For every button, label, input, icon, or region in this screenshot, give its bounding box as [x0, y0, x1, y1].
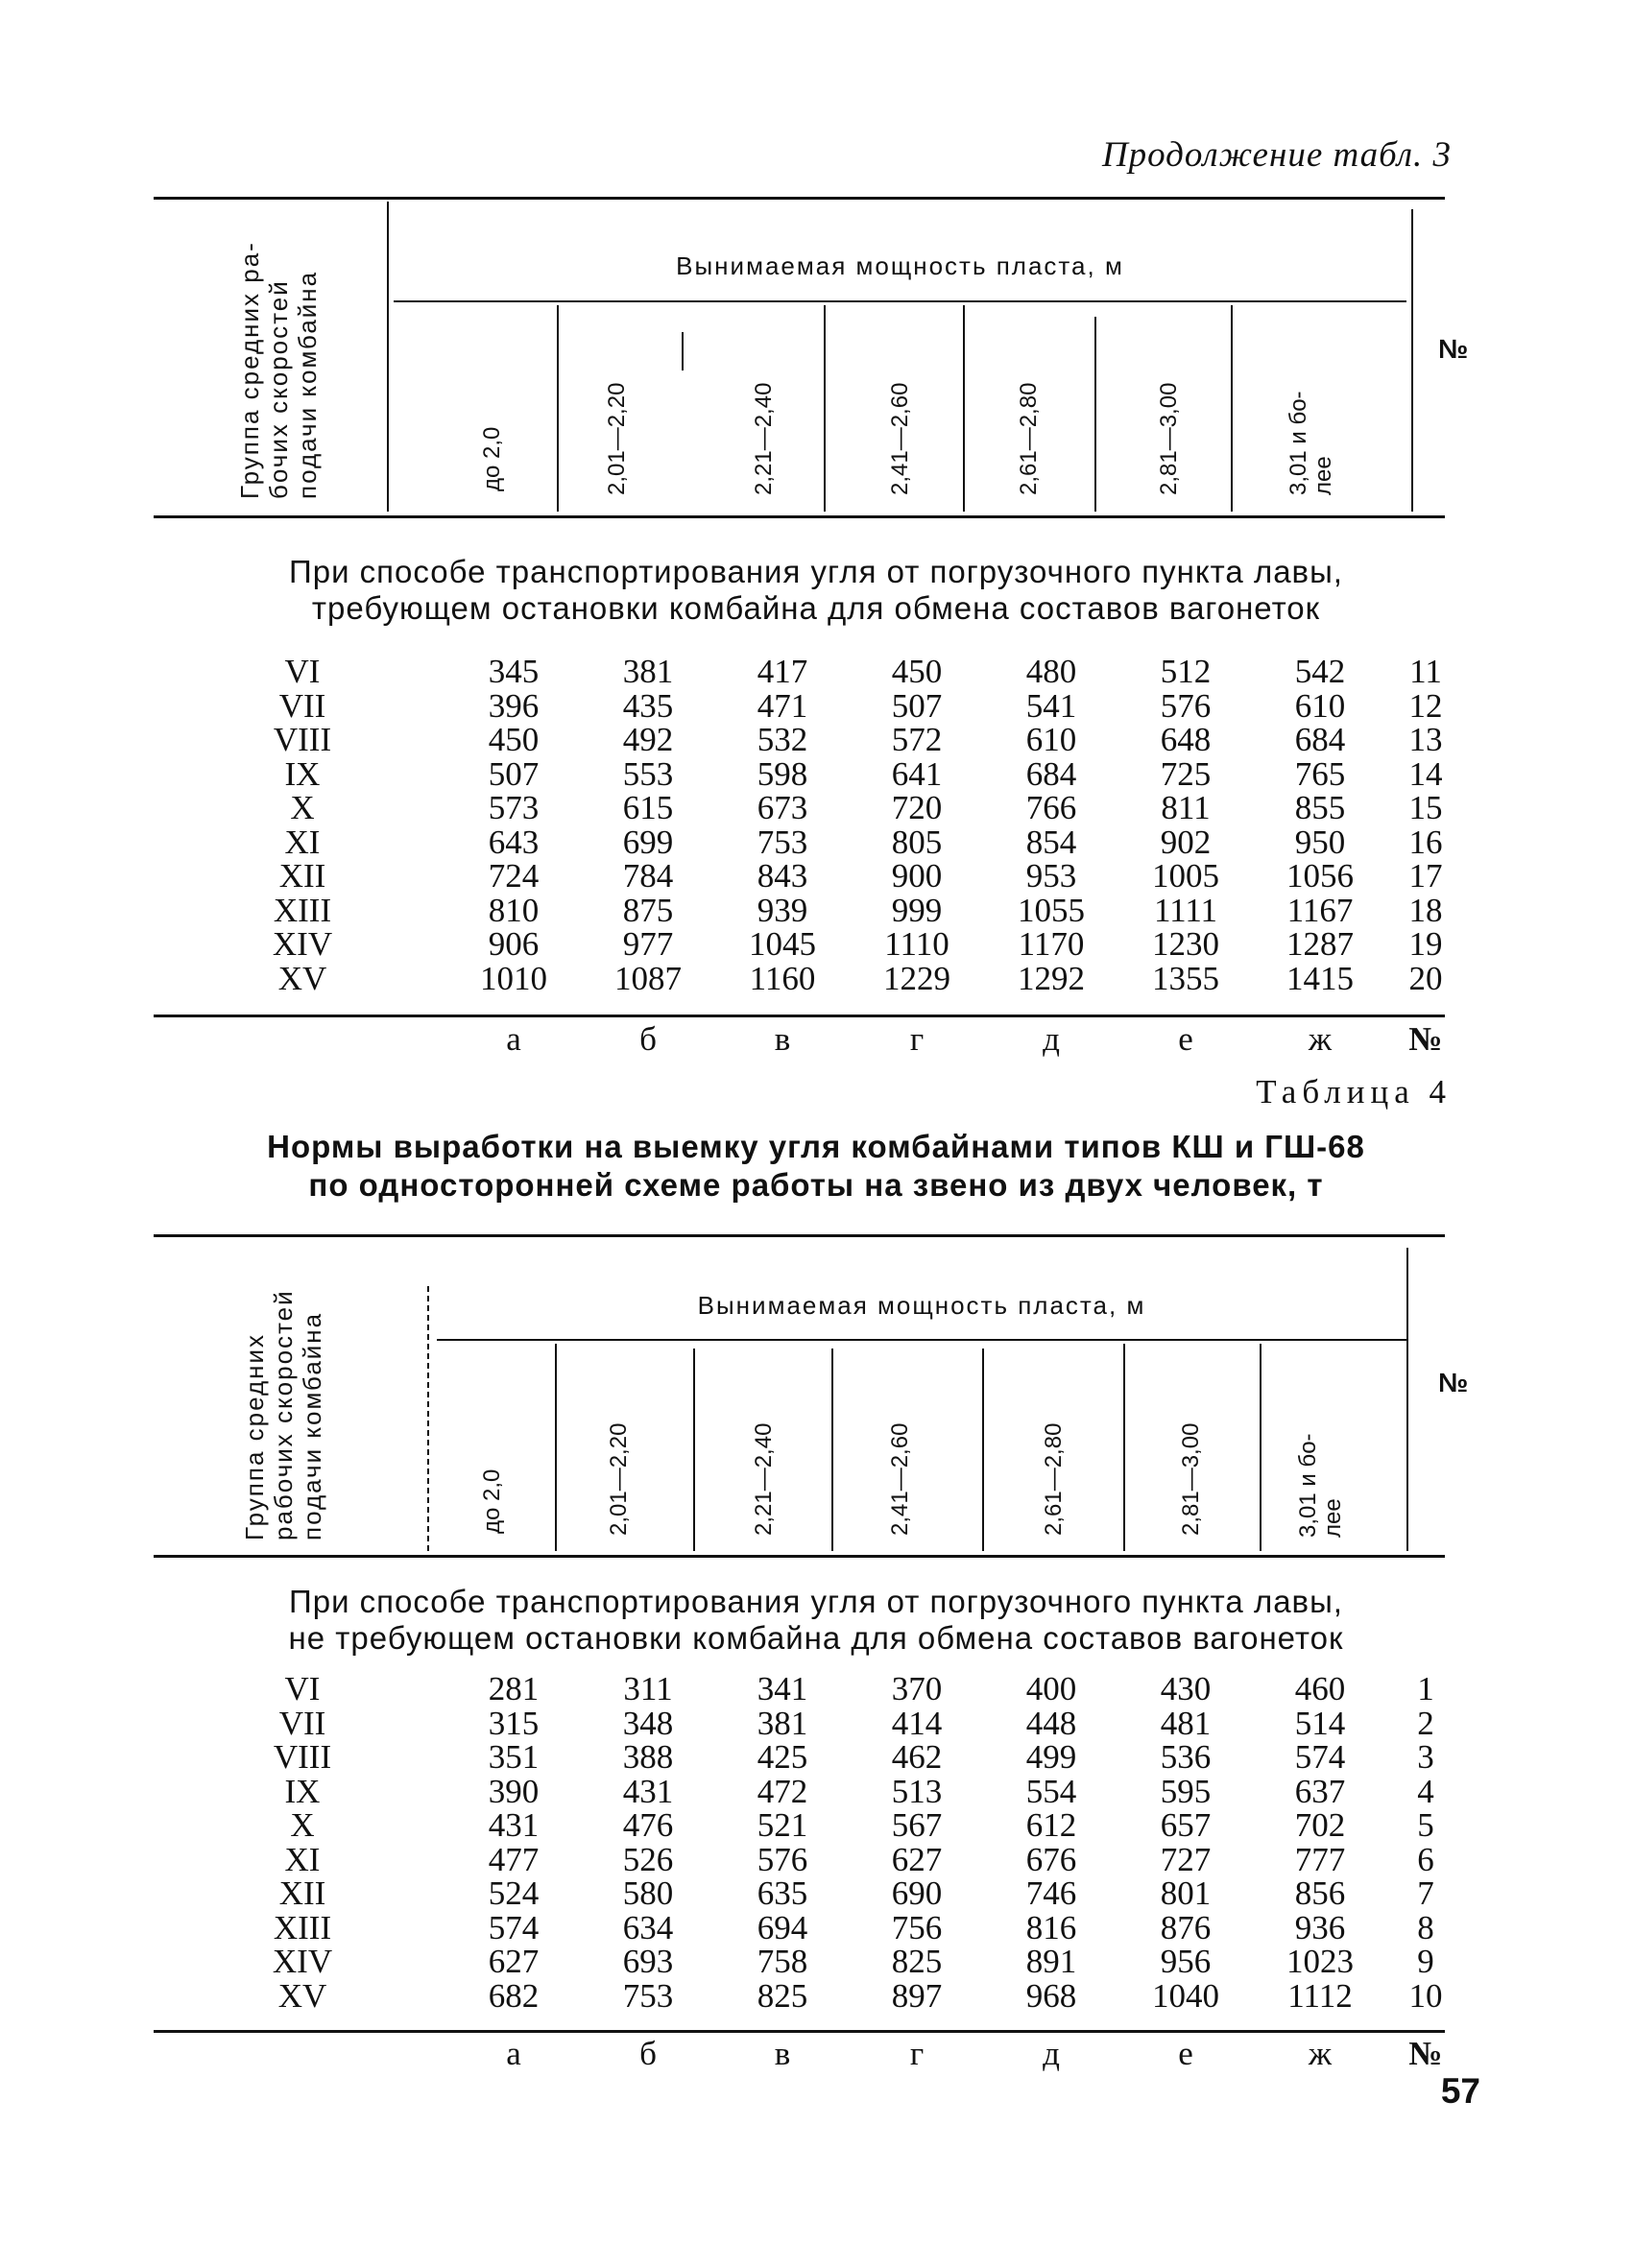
value-cell: 351: [488, 1738, 540, 1776]
title-line: по односторонней схеме работы на звено из двух человек, т: [308, 1167, 1324, 1203]
value-cell: 1010: [480, 959, 547, 997]
table4-header-bottom-rule: [154, 1555, 1445, 1558]
table3-group-header: [235, 241, 322, 499]
table3-body: [158, 655, 1464, 995]
value-cell: 1230: [1152, 925, 1219, 963]
value-cell: 1112: [1287, 1976, 1353, 2015]
column-letter: г: [909, 2035, 925, 2072]
value-cell: 615: [622, 789, 674, 826]
value-cell: 720: [891, 789, 943, 826]
table4-col-header: 2,41—2,60: [887, 1422, 913, 1536]
value-cell: 345: [488, 653, 540, 690]
column-letter: е: [1178, 2035, 1193, 2072]
column-letter: б: [639, 1020, 657, 1058]
column-letter: а: [506, 2035, 521, 2072]
value-cell: 977: [622, 925, 674, 963]
value-cell: 724: [488, 857, 540, 895]
value-cell: 725: [1160, 754, 1212, 793]
value-cell: 805: [891, 823, 943, 861]
value-cell: 627: [891, 1840, 943, 1878]
table4-col-header: 2,61—2,80: [1041, 1422, 1067, 1536]
table3-vline: [387, 202, 389, 512]
table3-vline: [824, 305, 826, 512]
table3-col-header: [1286, 391, 1336, 495]
row-number-cell: 9: [1417, 1943, 1434, 1980]
table3-condition: [192, 554, 1440, 627]
column-letter: ж: [1308, 2035, 1333, 2072]
value-cell: 526: [622, 1840, 674, 1878]
value-cell: 891: [1025, 1943, 1077, 1980]
value-cell: 968: [1025, 1976, 1077, 2015]
table-row: [158, 927, 1464, 962]
table4-col-header: 2,81—3,00: [1178, 1422, 1204, 1536]
table-row: [158, 1808, 1464, 1843]
value-cell: 1111: [1153, 891, 1218, 929]
header-line: 3,01 и бо-: [1286, 391, 1311, 495]
row-number-cell: 2: [1417, 1704, 1434, 1742]
table4-label: Таблица 4: [1256, 1073, 1452, 1110]
value-cell: 311: [623, 1670, 673, 1707]
value-cell: 810: [488, 891, 540, 929]
value-cell: 816: [1025, 1908, 1077, 1946]
header-line: Группа средних: [240, 1332, 269, 1540]
table3-vline: [1231, 305, 1233, 512]
value-cell: 766: [1025, 789, 1077, 826]
value-cell: 876: [1160, 1908, 1212, 1946]
value-cell: 567: [891, 1806, 943, 1844]
value-cell: 521: [757, 1806, 808, 1844]
group-cell: VI: [284, 1670, 321, 1707]
header-line: лее: [1320, 1498, 1346, 1538]
table-row: [158, 1945, 1464, 1979]
value-cell: 637: [1294, 1772, 1346, 1810]
value-cell: 492: [622, 721, 674, 758]
value-cell: 450: [488, 721, 540, 758]
value-cell: 472: [757, 1772, 808, 1810]
value-cell: 906: [488, 925, 540, 963]
row-number-cell: 17: [1408, 857, 1443, 895]
value-cell: 512: [1160, 653, 1212, 690]
value-cell: 753: [622, 1976, 674, 2015]
value-cell: 524: [488, 1874, 540, 1912]
table4-col-header: 2,21—2,40: [751, 1422, 777, 1536]
group-cell: XII: [278, 857, 326, 895]
table4-body: [158, 1672, 1464, 2013]
header-line: 3,01 и бо-: [1295, 1433, 1321, 1538]
condition-line: требующем остановки комбайна для обмена составов вагонеток: [311, 590, 1321, 626]
header-line: Группа средних ра-: [235, 241, 264, 499]
table3-col-header: 2,41—2,60: [887, 382, 913, 495]
value-cell: 694: [757, 1908, 808, 1946]
value-cell: 480: [1025, 653, 1077, 690]
value-cell: 513: [891, 1772, 943, 1810]
continuation-label: Продолжение табл. 3: [1101, 135, 1452, 175]
group-cell: XI: [284, 823, 321, 861]
value-cell: 999: [891, 891, 943, 929]
table3-col-header: 2,01—2,20: [604, 382, 630, 495]
value-cell: 756: [891, 1908, 943, 1946]
value-cell: 936: [1294, 1908, 1346, 1946]
value-cell: 856: [1294, 1874, 1346, 1912]
column-letter: №: [1408, 1020, 1443, 1058]
row-number-cell: 16: [1408, 823, 1443, 861]
value-cell: 1040: [1152, 1976, 1219, 2015]
table4-vline: [1260, 1344, 1262, 1551]
value-cell: 462: [891, 1738, 943, 1776]
value-cell: 1160: [749, 959, 816, 997]
group-cell: VII: [278, 686, 326, 725]
column-letter: а: [506, 1020, 521, 1058]
value-cell: 727: [1160, 1840, 1212, 1878]
value-cell: 598: [757, 754, 808, 793]
value-cell: 1087: [614, 959, 682, 997]
column-letter: ж: [1308, 1020, 1333, 1058]
row-number-cell: 4: [1417, 1772, 1434, 1810]
value-cell: 684: [1025, 754, 1077, 793]
header-line: лее: [1310, 456, 1336, 495]
table4-vline: [555, 1344, 557, 1551]
value-cell: 390: [488, 1772, 540, 1810]
table3-vline: [1094, 317, 1096, 512]
column-letter: в: [774, 1020, 791, 1058]
table4-vline: [982, 1349, 984, 1551]
title-line: Нормы выработки на выемку угля комбайнами типов КШ и ГШ-68: [267, 1129, 1365, 1164]
value-cell: 1023: [1286, 1943, 1354, 1980]
table3-thickness-title: Вынимаемая мощность пласта, м: [676, 251, 1124, 280]
value-cell: 388: [622, 1738, 674, 1776]
value-cell: 753: [757, 823, 808, 861]
table-row: [158, 825, 1464, 860]
value-cell: 532: [757, 721, 808, 758]
table3-col-header: 2,21—2,40: [751, 382, 777, 495]
value-cell: 635: [757, 1874, 808, 1912]
row-number-cell: 19: [1408, 925, 1443, 963]
page-number: 57: [1440, 2071, 1480, 2111]
value-cell: 572: [891, 721, 943, 758]
table4-header-divider: [437, 1339, 1406, 1341]
value-cell: 553: [622, 754, 674, 793]
row-number-cell: 6: [1417, 1840, 1434, 1878]
value-cell: 431: [622, 1772, 674, 1810]
value-cell: 801: [1160, 1874, 1212, 1912]
table4-vline: [1406, 1248, 1408, 1551]
table3-column-letters: [446, 1020, 1464, 1059]
value-cell: 612: [1025, 1806, 1077, 1844]
column-letter: г: [909, 1020, 925, 1058]
table-row: [158, 859, 1464, 894]
table-row: [158, 791, 1464, 825]
group-cell: XV: [277, 959, 327, 997]
value-cell: 657: [1160, 1806, 1212, 1844]
value-cell: 627: [488, 1943, 540, 1980]
value-cell: 1005: [1152, 857, 1219, 895]
table-row: [158, 757, 1464, 792]
table3-vline: [963, 305, 965, 512]
value-cell: 554: [1025, 1772, 1077, 1810]
group-cell: XII: [278, 1874, 326, 1912]
value-cell: 784: [622, 857, 674, 895]
value-cell: 641: [891, 754, 943, 793]
table3-col-header: до 2,0: [479, 426, 505, 491]
table4-bottom-rule: [154, 2030, 1445, 2033]
value-cell: 875: [622, 891, 674, 929]
table4-col-header: [1296, 1433, 1346, 1538]
value-cell: 476: [622, 1806, 674, 1844]
value-cell: 507: [488, 754, 540, 793]
header-line: подачи комбайна: [293, 270, 322, 499]
table4-vline: [1123, 1344, 1125, 1551]
header-line: рабочих скоростей: [269, 1289, 298, 1540]
row-number-cell: 11: [1409, 653, 1442, 690]
value-cell: 460: [1294, 1670, 1346, 1707]
value-cell: 481: [1160, 1704, 1212, 1742]
table4-column-letters: [446, 2035, 1464, 2073]
value-cell: 1170: [1018, 925, 1085, 963]
value-cell: 897: [891, 1976, 943, 2015]
table-row: [158, 1707, 1464, 1741]
value-cell: 610: [1025, 721, 1077, 758]
group-cell: VI: [284, 653, 321, 690]
table-row: [158, 1843, 1464, 1877]
value-cell: 448: [1025, 1704, 1077, 1742]
value-cell: 854: [1025, 823, 1077, 861]
value-cell: 499: [1025, 1738, 1077, 1776]
row-number-cell: 5: [1417, 1806, 1434, 1844]
value-cell: 1110: [884, 925, 949, 963]
group-cell: XIII: [273, 891, 332, 929]
value-cell: 574: [488, 1908, 540, 1946]
value-cell: 348: [622, 1704, 674, 1742]
row-number-cell: 8: [1417, 1908, 1434, 1946]
value-cell: 684: [1294, 721, 1346, 758]
group-cell: XIV: [272, 925, 333, 963]
table3-vline: [682, 332, 684, 370]
value-cell: 477: [488, 1840, 540, 1878]
value-cell: 471: [757, 686, 808, 725]
value-cell: 1056: [1286, 857, 1354, 895]
value-cell: 576: [757, 1840, 808, 1878]
table4-number-header: №: [1438, 1368, 1469, 1397]
table4-vline: [831, 1349, 833, 1551]
row-number-cell: 10: [1408, 1976, 1443, 2015]
value-cell: 576: [1160, 686, 1212, 725]
group-cell: XIV: [272, 1943, 333, 1980]
condition-line: При способе транспортирования угля от погрузочного пункта лавы,: [289, 554, 1343, 589]
row-number-cell: 20: [1408, 959, 1443, 997]
table3-col-header: 2,61—2,80: [1016, 382, 1042, 495]
value-cell: 643: [488, 823, 540, 861]
value-cell: 843: [757, 857, 808, 895]
value-cell: 1055: [1018, 891, 1085, 929]
table4-top-rule: [154, 1234, 1445, 1237]
value-cell: 956: [1160, 1943, 1212, 1980]
value-cell: 939: [757, 891, 808, 929]
value-cell: 1287: [1286, 925, 1354, 963]
value-cell: 746: [1025, 1874, 1077, 1912]
value-cell: 573: [488, 789, 540, 826]
value-cell: 1355: [1152, 959, 1219, 997]
table-row: [158, 723, 1464, 757]
table3-header-bottom-rule: [154, 515, 1445, 518]
group-cell: X: [290, 789, 315, 826]
value-cell: 825: [891, 1943, 943, 1980]
value-cell: 595: [1160, 1772, 1212, 1810]
value-cell: 682: [488, 1976, 540, 2015]
value-cell: 430: [1160, 1670, 1212, 1707]
table-row: [158, 1876, 1464, 1911]
value-cell: 536: [1160, 1738, 1212, 1776]
condition-line: не требующем остановки комбайна для обмена составов вагонеток: [288, 1620, 1344, 1656]
value-cell: 281: [488, 1670, 540, 1707]
value-cell: 580: [622, 1874, 674, 1912]
header-line: подачи комбайна: [298, 1311, 326, 1540]
group-cell: VIII: [273, 1738, 332, 1776]
column-letter: д: [1043, 1020, 1060, 1058]
table3-vline: [557, 305, 559, 512]
value-cell: 634: [622, 1908, 674, 1946]
value-cell: 381: [622, 653, 674, 690]
value-cell: 676: [1025, 1840, 1077, 1878]
value-cell: 1167: [1286, 891, 1354, 929]
value-cell: 396: [488, 686, 540, 725]
table-row: [158, 1672, 1464, 1707]
value-cell: 370: [891, 1670, 943, 1707]
table-row: [158, 1740, 1464, 1775]
column-letter: в: [774, 2035, 791, 2072]
table-row: [158, 655, 1464, 689]
value-cell: 1415: [1286, 959, 1354, 997]
table4-col-header: 2,01—2,20: [606, 1422, 632, 1536]
value-cell: 514: [1294, 1704, 1346, 1742]
table4-vline: [693, 1349, 695, 1551]
value-cell: 574: [1294, 1738, 1346, 1776]
table-row: [158, 689, 1464, 724]
header-line: бочих скоростей: [264, 279, 293, 499]
row-number-cell: 18: [1408, 891, 1443, 929]
value-cell: 953: [1025, 857, 1077, 895]
table3-bottom-rule: [154, 1015, 1445, 1017]
value-cell: 414: [891, 1704, 943, 1742]
value-cell: 541: [1025, 686, 1077, 725]
value-cell: 950: [1294, 823, 1346, 861]
row-number-cell: 12: [1408, 686, 1443, 725]
group-cell: VII: [278, 1704, 326, 1742]
value-cell: 758: [757, 1943, 808, 1980]
value-cell: 542: [1294, 653, 1346, 690]
value-cell: 1292: [1018, 959, 1085, 997]
value-cell: 648: [1160, 721, 1212, 758]
value-cell: 381: [757, 1704, 808, 1742]
value-cell: 855: [1294, 789, 1346, 826]
group-cell: IX: [284, 754, 321, 793]
value-cell: 341: [757, 1670, 808, 1707]
table3-number-header: №: [1438, 334, 1469, 364]
condition-line: При способе транспортирования угля от погрузочного пункта лавы,: [289, 1584, 1343, 1619]
table-row: [158, 894, 1464, 928]
value-cell: 690: [891, 1874, 943, 1912]
value-cell: 400: [1025, 1670, 1077, 1707]
table4-vline: [427, 1286, 429, 1551]
row-number-cell: 1: [1417, 1670, 1434, 1707]
row-number-cell: 14: [1408, 754, 1443, 793]
group-cell: X: [290, 1806, 315, 1844]
value-cell: 450: [891, 653, 943, 690]
group-cell: VIII: [273, 721, 332, 758]
row-number-cell: 13: [1408, 721, 1443, 758]
table4-thickness-title: Вынимаемая мощность пласта, м: [697, 1291, 1146, 1320]
row-number-cell: 7: [1417, 1874, 1434, 1912]
table-row: [158, 962, 1464, 996]
value-cell: 315: [488, 1704, 540, 1742]
value-cell: 811: [1161, 789, 1211, 826]
value-cell: 900: [891, 857, 943, 895]
column-letter: №: [1408, 2035, 1443, 2072]
table-row: [158, 1911, 1464, 1946]
value-cell: 693: [622, 1943, 674, 1980]
table3-col-header: 2,81—3,00: [1156, 382, 1182, 495]
group-cell: XI: [284, 1840, 321, 1878]
value-cell: 699: [622, 823, 674, 861]
table4-condition: [192, 1584, 1440, 1657]
table3-header-divider: [394, 300, 1406, 302]
group-cell: IX: [284, 1772, 321, 1810]
table4-title: [192, 1128, 1440, 1205]
table3-top-rule: [154, 197, 1445, 200]
value-cell: 435: [622, 686, 674, 725]
value-cell: 825: [757, 1976, 808, 2015]
value-cell: 777: [1294, 1840, 1346, 1878]
value-cell: 610: [1294, 686, 1346, 725]
value-cell: 431: [488, 1806, 540, 1844]
table-row: [158, 1979, 1464, 2014]
value-cell: 425: [757, 1738, 808, 1776]
value-cell: 702: [1294, 1806, 1346, 1844]
value-cell: 902: [1160, 823, 1212, 861]
table4-group-header: [240, 1289, 326, 1540]
table3-vline: [1411, 209, 1413, 512]
column-letter: б: [639, 2035, 657, 2072]
value-cell: 1045: [749, 925, 816, 963]
value-cell: 417: [757, 653, 808, 690]
value-cell: 673: [757, 789, 808, 826]
group-cell: XIII: [273, 1908, 332, 1946]
value-cell: 507: [891, 686, 943, 725]
group-cell: XV: [277, 1976, 327, 2015]
table4-col-header: до 2,0: [479, 1468, 505, 1534]
value-cell: 1229: [883, 959, 950, 997]
row-number-cell: 15: [1408, 789, 1443, 826]
value-cell: 765: [1294, 754, 1346, 793]
table-row: [158, 1775, 1464, 1809]
column-letter: е: [1178, 1020, 1193, 1058]
column-letter: д: [1043, 2035, 1060, 2072]
row-number-cell: 3: [1417, 1738, 1434, 1776]
